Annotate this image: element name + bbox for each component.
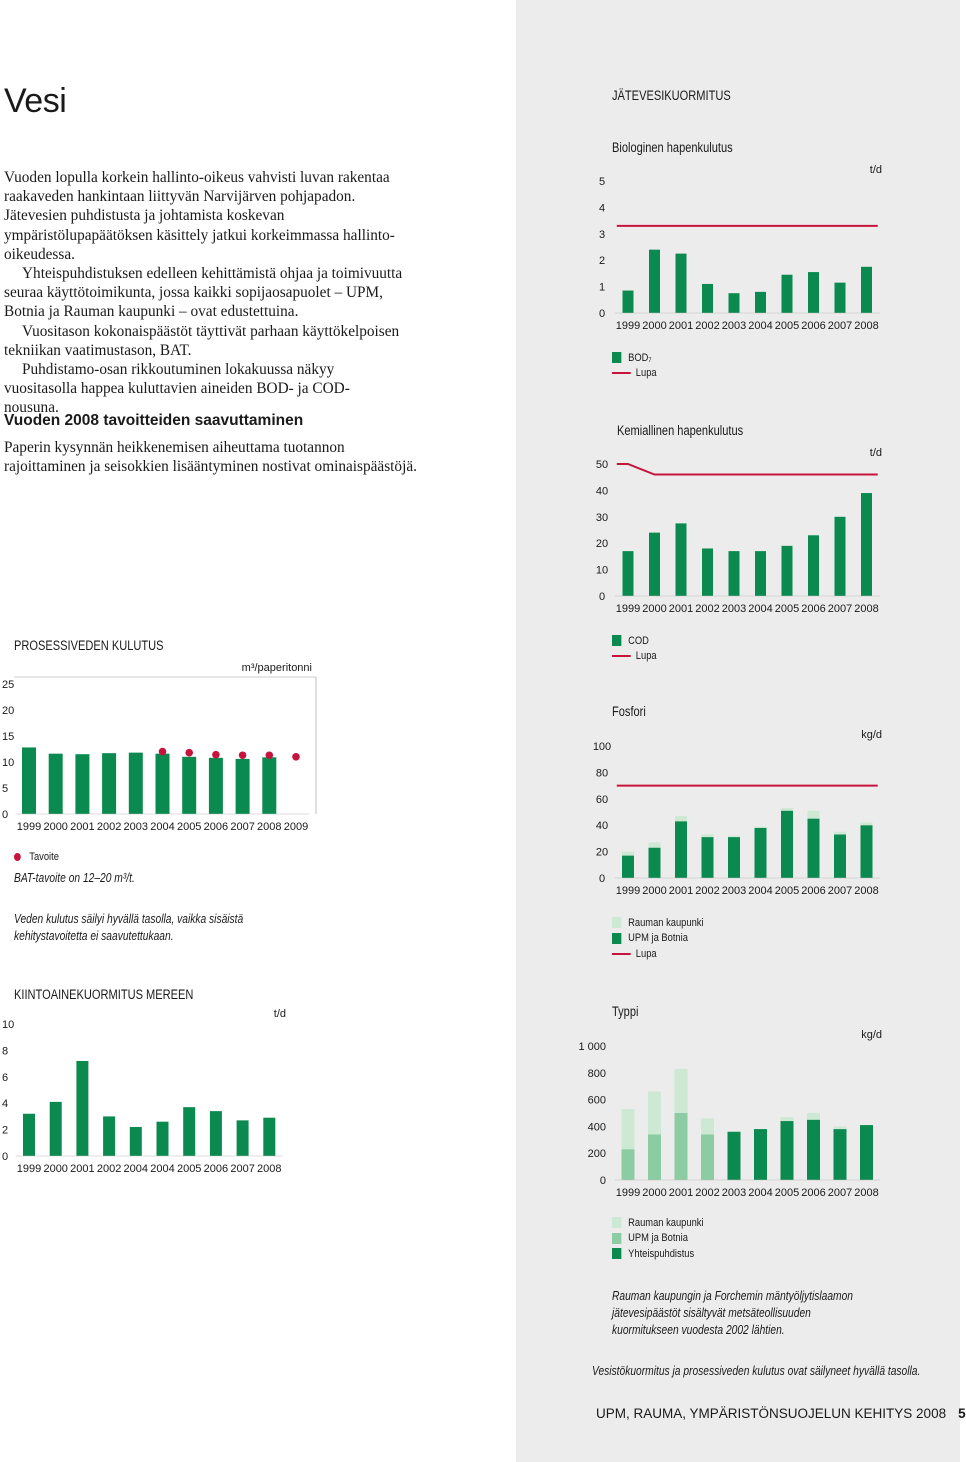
x-tick-label: 2000: [642, 603, 667, 615]
x-tick-label: 2007: [827, 603, 853, 615]
bar: [861, 493, 872, 596]
y-tick-label: 600: [587, 1094, 606, 1107]
x-tick-label: 2001: [70, 1163, 95, 1175]
y-tick-label: 0: [598, 591, 606, 603]
phosphorus-nitrogen-note: Rauman kaupungin ja Forchemin mäntyöljytislaamon jätevesipäästöt sisältyvät metsäteollisuuden kuormitukseen vuodesta 2002 lähtien.: [612, 1289, 854, 1337]
legend-label: UPM ja Botnia: [628, 1232, 688, 1245]
y-tick-label: 10: [2, 1019, 15, 1031]
x-tick-label: 2008: [854, 320, 879, 332]
bar: [834, 832, 846, 835]
intro-paragraph: Yhteispuhdistuksen edelleen kehittämistä ohjaa ja toimivuutta seuraa käyttötoimikunta, jossa kaikki sopijaosapuolet – UPM, Botnia ja Rauman kaupunki – ovat edustettuina.: [4, 265, 403, 321]
bar: [263, 1118, 275, 1156]
bar: [755, 827, 767, 828]
solids-chart-title: KIINTOAINEKUORMITUS MEREEN: [14, 987, 194, 1002]
y-tick-label: 400: [587, 1121, 606, 1134]
phosphorus-chart-title: Fosfori: [612, 704, 646, 719]
bar: [183, 1107, 195, 1156]
mills-swatch: [612, 1233, 621, 1244]
bar: [834, 1129, 847, 1180]
bar: [236, 759, 250, 814]
unit-label: t/d: [869, 164, 882, 176]
unit-label: m³/paperitonni: [241, 662, 312, 674]
x-tick-label: 2005: [774, 1187, 800, 1199]
legend-label: Lupa: [635, 650, 657, 663]
unit-label: kg/d: [861, 1029, 882, 1041]
bar: [728, 1132, 741, 1180]
y-tick-label: 1 000: [578, 1041, 606, 1053]
water-chart: [0, 658, 330, 858]
goal-text: Paperin kysynnän heikkenemisen aiheuttama tuotannon rajoittaminen ja seisokkien lisääntyminen nostivat ominaispäästöjä.: [4, 439, 417, 476]
bar: [50, 1102, 62, 1156]
x-tick-label: 2003: [721, 603, 747, 615]
y-tick-label: 25: [2, 679, 15, 691]
bottom-note: Vesistökuormitus ja prosessiveden kulutus ovat säilyneet hyvällä tasolla.: [592, 1364, 921, 1378]
legend-label: COD: [628, 634, 649, 647]
bar: [861, 825, 873, 878]
bar: [622, 852, 634, 856]
x-tick-label: 2005: [774, 603, 800, 615]
city-swatch: [612, 1217, 621, 1228]
bar: [182, 757, 196, 814]
bar: [755, 828, 767, 878]
x-tick-label: 1999: [615, 1187, 641, 1199]
intro-text: [4, 168, 404, 418]
x-tick-label: 2005: [176, 821, 202, 833]
x-tick-label: 2008: [257, 821, 282, 833]
y-tick-label: 5: [598, 176, 606, 188]
wastewater-title: JÄTEVESIKUORMITUS: [612, 88, 731, 103]
y-tick-label: 50: [595, 459, 609, 471]
water-legend: [14, 849, 59, 865]
phosphorus-chart: [560, 720, 900, 900]
bar: [649, 250, 660, 313]
y-tick-label: 20: [2, 705, 15, 717]
page-title: Vesi: [4, 82, 67, 120]
bar: [807, 1120, 820, 1180]
x-tick-label: 1999: [615, 320, 641, 332]
bar: [702, 837, 714, 878]
x-tick-label: 2002: [695, 885, 720, 897]
page-number: 5: [958, 1406, 966, 1421]
x-tick-label: 2002: [695, 603, 720, 615]
x-tick-label: 2000: [642, 885, 667, 897]
bar: [782, 546, 793, 596]
bar: [754, 1129, 767, 1180]
cod-swatch: [612, 635, 621, 646]
target-point: [159, 748, 167, 756]
y-tick-label: 0: [598, 308, 606, 320]
y-tick-label: 40: [595, 485, 609, 498]
legend-label: Rauman kaupunki: [628, 1216, 704, 1229]
x-tick-label: 2006: [801, 320, 826, 332]
cod-legend: [612, 633, 657, 664]
bar: [22, 747, 36, 814]
nitrogen-chart: [560, 1018, 900, 1198]
x-tick-label: 1999: [16, 821, 42, 833]
y-tick-label: 6: [2, 1071, 9, 1084]
y-tick-label: 10: [2, 757, 15, 769]
bar: [675, 821, 687, 878]
x-tick-label: 2004: [748, 320, 773, 332]
bar: [808, 535, 819, 596]
bar: [728, 836, 740, 837]
cod-chart-title: Kemiallinen hapenkulutus: [617, 423, 744, 438]
city-swatch: [612, 917, 621, 928]
x-tick-label: 2001: [668, 320, 694, 332]
bar: [130, 1127, 142, 1156]
y-tick-label: 1: [598, 281, 606, 294]
bar: [676, 254, 687, 313]
y-tick-label: 5: [2, 783, 9, 795]
intro-paragraph: Puhdistamo-osan rikkoutuminen lokakuussa näkyy vuositasolla happea kuluttavien aineiden BOD- ja COD-nousuna.: [4, 361, 350, 417]
x-tick-label: 2000: [43, 821, 68, 833]
bar: [103, 1116, 115, 1156]
bar: [861, 823, 873, 826]
x-tick-label: 2005: [774, 320, 800, 332]
x-tick-label: 2001: [70, 821, 95, 833]
x-tick-label: 2008: [854, 1187, 879, 1199]
bar: [755, 551, 766, 596]
bar: [702, 284, 713, 313]
intro-paragraph: Vuositason kokonaispäästöt täyttivät parhaan käyttökelpoisen tekniikan vaatimustason, BAT.: [4, 322, 400, 359]
x-tick-label: 2007: [230, 821, 255, 833]
page-footer: [596, 1406, 966, 1421]
x-tick-label: 2006: [203, 1163, 229, 1175]
x-tick-label: 2006: [801, 1187, 826, 1199]
x-tick-label: 1999: [16, 1163, 42, 1175]
cod-chart: [560, 438, 900, 618]
x-tick-label: 2004: [748, 885, 773, 897]
bar: [701, 1118, 714, 1134]
intro-paragraph: Vuoden lopulla korkein hallinto-oikeus vahvisti luvan rakentaa raakaveden hankintaan liittyvän Narvijärven pohjapadon. Jätevesien puhdistusta ja johtamista koskevan ympäristölupapäätöksen käsittely jatkui korkeimmassa hallinto-oikeudessa.: [4, 169, 395, 263]
x-tick-label: 2004: [123, 1163, 149, 1175]
x-tick-label: 2000: [642, 320, 667, 332]
x-tick-label: 2000: [43, 1163, 68, 1175]
bar: [210, 1111, 222, 1156]
solids-chart: [0, 1000, 330, 1180]
target-point: [292, 753, 300, 761]
bar: [860, 1125, 873, 1180]
bar: [622, 1149, 635, 1180]
goal-heading: Vuoden 2008 tavoitteiden saavuttaminen: [4, 412, 304, 429]
x-tick-label: 2002: [695, 320, 720, 332]
bar: [835, 517, 846, 596]
bar: [702, 548, 713, 596]
bar: [648, 1134, 661, 1180]
y-tick-label: 20: [595, 538, 609, 551]
x-tick-label: 2004: [150, 1163, 175, 1175]
y-tick-label: 8: [2, 1045, 9, 1058]
bar: [676, 523, 687, 596]
x-tick-label: 2001: [668, 885, 694, 897]
bar: [23, 1114, 35, 1156]
mills-swatch: [612, 933, 621, 944]
legend-label: Rauman kaupunki: [628, 916, 704, 929]
y-tick-label: 2: [2, 1124, 9, 1137]
bar: [701, 1134, 714, 1180]
bar: [156, 754, 170, 814]
y-tick-label: 80: [595, 767, 609, 780]
y-tick-label: 30: [595, 511, 609, 524]
bar: [648, 1092, 661, 1135]
bod-legend: [612, 350, 657, 381]
target-point: [212, 751, 220, 759]
bar: [728, 837, 740, 878]
legend-label: Tavoite: [29, 850, 59, 863]
bar: [729, 293, 740, 313]
permit-line: [617, 464, 878, 475]
bar: [702, 834, 714, 837]
bar: [808, 272, 819, 313]
x-tick-label: 2008: [854, 885, 879, 897]
bar: [781, 811, 793, 878]
bar: [781, 808, 793, 811]
bar: [782, 275, 793, 313]
x-tick-label: 2002: [96, 821, 122, 833]
x-tick-label: 2002: [695, 1187, 720, 1199]
bar: [781, 1121, 794, 1180]
bar: [808, 819, 820, 878]
x-tick-label: 2004: [748, 1187, 773, 1199]
x-tick-label: 2007: [827, 320, 853, 332]
legend-label: Lupa: [635, 367, 657, 380]
joint-treatment-swatch: [612, 1248, 621, 1259]
nitrogen-legend: [612, 1215, 704, 1262]
x-tick-label: 2009: [283, 821, 309, 833]
bar: [76, 1061, 88, 1156]
y-tick-label: 200: [587, 1148, 606, 1161]
x-tick-label: 2008: [854, 603, 879, 615]
x-tick-label: 2007: [827, 885, 853, 897]
x-tick-label: 2001: [668, 1187, 694, 1199]
permit-line-swatch: [612, 372, 631, 374]
bar: [649, 848, 661, 878]
bar: [623, 291, 634, 313]
bar: [835, 283, 846, 313]
x-tick-label: 2003: [721, 320, 747, 332]
bar: [102, 753, 116, 814]
permit-line-swatch: [612, 953, 631, 955]
bar: [729, 551, 740, 596]
x-tick-label: 2003: [721, 1187, 747, 1199]
phosphorus-legend: [612, 915, 704, 962]
bar: [622, 856, 634, 878]
bar: [129, 753, 143, 814]
y-tick-label: 15: [2, 731, 15, 743]
nitrogen-chart-title: Typpi: [612, 1004, 639, 1019]
bar: [262, 757, 276, 814]
bar: [808, 811, 820, 819]
target-point: [185, 749, 193, 757]
permit-line-swatch: [612, 655, 631, 657]
bar: [649, 533, 660, 596]
x-tick-label: 2006: [203, 821, 229, 833]
bar: [781, 1117, 794, 1121]
y-tick-label: 20: [595, 846, 609, 859]
bar: [623, 551, 634, 596]
y-tick-label: 0: [2, 809, 9, 821]
y-tick-label: 100: [592, 741, 612, 753]
x-tick-label: 2004: [150, 821, 175, 833]
x-tick-label: 2004: [748, 603, 773, 615]
y-tick-label: 3: [598, 228, 606, 241]
x-tick-label: 2005: [176, 1163, 202, 1175]
x-tick-label: 1999: [615, 885, 641, 897]
y-tick-label: 4: [598, 202, 606, 215]
legend-label: Yhteispuhdistus: [628, 1247, 695, 1260]
x-tick-label: 2007: [827, 1187, 853, 1199]
unit-label: t/d: [273, 1008, 286, 1020]
bar: [807, 1113, 820, 1120]
legend-label: BOD₇: [628, 351, 652, 364]
bod-chart-title: Biologinen hapenkulutus: [612, 140, 733, 155]
legend-label: UPM ja Botnia: [628, 932, 688, 945]
bar: [209, 758, 223, 814]
bod-chart: [560, 155, 900, 335]
x-tick-label: 2006: [801, 885, 826, 897]
bar: [49, 754, 63, 814]
bar: [237, 1120, 249, 1156]
bar: [675, 1069, 688, 1113]
x-tick-label: 2003: [721, 885, 747, 897]
x-tick-label: 2008: [257, 1163, 282, 1175]
bar: [834, 834, 846, 878]
x-tick-label: 2007: [230, 1163, 255, 1175]
y-tick-label: 40: [595, 820, 609, 833]
y-tick-label: 2: [598, 255, 606, 268]
x-tick-label: 1999: [615, 603, 641, 615]
x-tick-label: 2005: [774, 885, 800, 897]
bar: [675, 816, 687, 821]
legend-label: Lupa: [635, 947, 657, 960]
target-point: [239, 751, 247, 759]
footer-text: UPM, RAUMA, YMPÄRISTÖNSUOJELUN KEHITYS 2008: [596, 1406, 947, 1421]
water-chart-title: PROSESSIVEDEN KULUTUS: [14, 638, 164, 653]
y-tick-label: 4: [2, 1098, 9, 1111]
y-tick-label: 60: [595, 793, 609, 806]
y-tick-label: 0: [598, 873, 606, 885]
x-tick-label: 2002: [96, 1163, 122, 1175]
y-tick-label: 800: [587, 1067, 606, 1080]
bar: [157, 1122, 169, 1156]
bod-swatch: [612, 352, 621, 363]
y-tick-label: 0: [599, 1175, 606, 1187]
water-note: Veden kulutus säilyi hyvällä tasolla, vaikka sisäistä kehitystavoitetta ei saavutettukaan.: [14, 912, 244, 943]
target-point: [266, 751, 274, 759]
y-tick-label: 0: [2, 1151, 9, 1163]
bar: [622, 1109, 635, 1149]
unit-label: kg/d: [861, 729, 882, 741]
bar: [834, 1126, 847, 1129]
y-tick-label: 10: [595, 564, 609, 577]
bar: [649, 842, 661, 847]
x-tick-label: 2000: [642, 1187, 667, 1199]
x-tick-label: 2003: [123, 821, 149, 833]
bar: [861, 267, 872, 313]
water-bat-note: BAT-tavoite on 12–20 m³/t.: [14, 871, 135, 885]
bar: [75, 754, 89, 814]
target-dot-swatch: [14, 853, 21, 861]
x-tick-label: 2006: [801, 603, 826, 615]
bar: [755, 292, 766, 313]
x-tick-label: 2001: [668, 603, 694, 615]
unit-label: t/d: [869, 447, 882, 459]
bar: [675, 1113, 688, 1180]
